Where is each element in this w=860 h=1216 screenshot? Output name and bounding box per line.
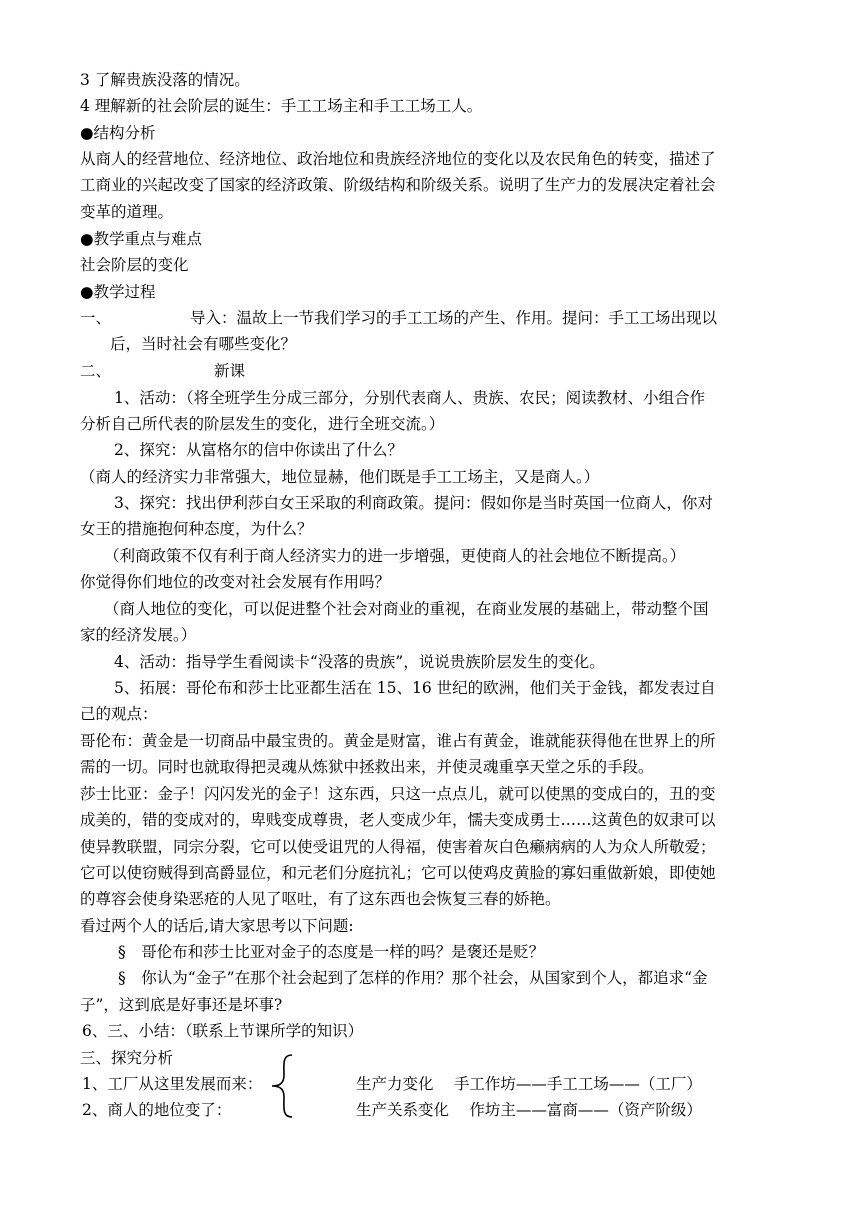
heading-key-points: ●教学重点与难点 (80, 230, 203, 248)
paragraph-line: 社会阶层的变化 (80, 256, 189, 274)
paragraph-line: 从商人的经营地位、经济地位、政治地位和贵族经济地位的变化以及农民角色的转变，描述了 (80, 150, 716, 168)
paragraph-line: （商人的经济实力非常强大，地位显赫，他们既是手工工场主，又是商人。） (80, 468, 600, 486)
analysis-item-1: 1、工厂从这里发展而来： (82, 1075, 263, 1093)
heading-teaching-process: ●教学过程 (80, 283, 156, 301)
paragraph-line: 看过两个人的话后,请大家思考以下问题: (80, 917, 354, 935)
paragraph-line: 分析自己所代表的阶层发生的变化，进行全班交流。） (80, 415, 445, 433)
paragraph-line: 变革的道理。 (80, 203, 174, 221)
paragraph-line: 家的经济发展。） (80, 626, 197, 644)
paragraph-line: 2、探究：从富格尔的信中你读出了什么？ (114, 441, 403, 459)
quote-line: 哥伦布：黄金是一切商品中最宝贵的。黄金是财富，谁占有黄金，谁就能获得他在世界上的所 (80, 732, 716, 750)
section-number: 一、 (80, 309, 112, 327)
paragraph-line: 导入：温故上一节我们学习的手工工场的产生、作用。提问：手工工场出现以 (190, 309, 718, 327)
paragraph-line: 你觉得你们地位的改变对社会发展有作用吗？ (80, 573, 391, 591)
paragraph-line: 1、活动：（将全班学生分成三部分，分别代表商人、贵族、农民；阅读教材、小组合作 (114, 389, 706, 407)
section-title: 新课 (214, 362, 246, 380)
section-number: 二、 (80, 362, 112, 380)
quote-line: 使异教联盟，同宗分裂，它可以使受诅咒的人得福，使害着灰白色癞病病的人为众人所敬爱； (80, 838, 716, 856)
paragraph-line: 4、活动：指导学生看阅读卡“没落的贵族”，说说贵族阶层发生的变化。 (114, 653, 605, 671)
curly-brace (266, 1053, 296, 1119)
paragraph-line: 己的观点： (80, 705, 158, 723)
quote-line: 需的一切。同时也就取得把灵魂从炼狱中拯救出来，并使灵魂重享天堂之乐的手段。 (80, 758, 654, 776)
paragraph-line: 6、三、小结：（联系上节课所学的知识） (82, 1022, 364, 1040)
question-item: § 你认为“金子”在那个社会起到了怎样的作用？那个社会，从国家到个人，都追求“金 (118, 969, 708, 987)
analysis-relations: 生产关系变化 作坊主——富商——（资产阶级） (356, 1101, 702, 1119)
section-heading: 三、探究分析 (80, 1049, 174, 1067)
analysis-productivity: 生产力变化 手工作坊——手工工场——（工厂） (356, 1075, 702, 1093)
analysis-item-2: 2、商人的地位变了： (82, 1101, 232, 1119)
quote-line: 莎士比亚：金子！闪闪发光的金子！这东西，只这一点点儿，就可以使黑的变成白的，丑的变 (80, 785, 716, 803)
objective-4: 4 理解新的社会阶层的诞生：手工工场主和手工工场工人。 (80, 97, 483, 115)
paragraph-line: 工商业的兴起改变了国家的经济政策、阶级结构和阶级关系。说明了生产力的发展决定着社会 (80, 176, 716, 194)
quote-line: 的尊容会使身染恶疮的人见了呕吐，有了这东西也会恢复三春的娇艳。 (80, 890, 561, 908)
paragraph-line: 子”，这到底是好事还是坏事? (80, 996, 283, 1014)
paragraph-line: 5、拓展：哥伦布和莎士比亚都生活在 15、16 世纪的欧洲，他们关于金钱，都发表过自 (114, 679, 716, 697)
quote-line: 成美的，错的变成对的，卑贱变成尊贵，老人变成少年，懦夫变成勇士……这黄色的奴隶可以 (80, 811, 716, 829)
objective-3: 3 了解贵族没落的情况。 (80, 71, 250, 89)
quote-line: 它可以使窃贼得到高爵显位，和元老们分庭抗礼；它可以使鸡皮黄脸的寡妇重做新娘，即使她 (80, 864, 716, 882)
heading-structure-analysis: ●结构分析 (80, 124, 156, 142)
paragraph-line: （利商政策不仅有利于商人经济实力的进一步增强，更使商人的社会地位不断提高。） (104, 547, 686, 565)
paragraph-line: （商人地位的变化，可以促进整个社会对商业的重视，在商业发展的基础上，带动整个国 (104, 600, 709, 618)
paragraph-line: 后，当时社会有哪些变化？ (110, 335, 297, 353)
question-item: § 哥伦布和莎士比亚对金子的态度是一样的吗？是褒还是贬？ (118, 943, 545, 961)
paragraph-line: 女王的措施抱何种态度，为什么？ (80, 520, 313, 538)
paragraph-line: 3、探究：找出伊利莎白女王采取的利商政策。提问：假如你是当时英国一位商人，你对 (114, 494, 713, 512)
